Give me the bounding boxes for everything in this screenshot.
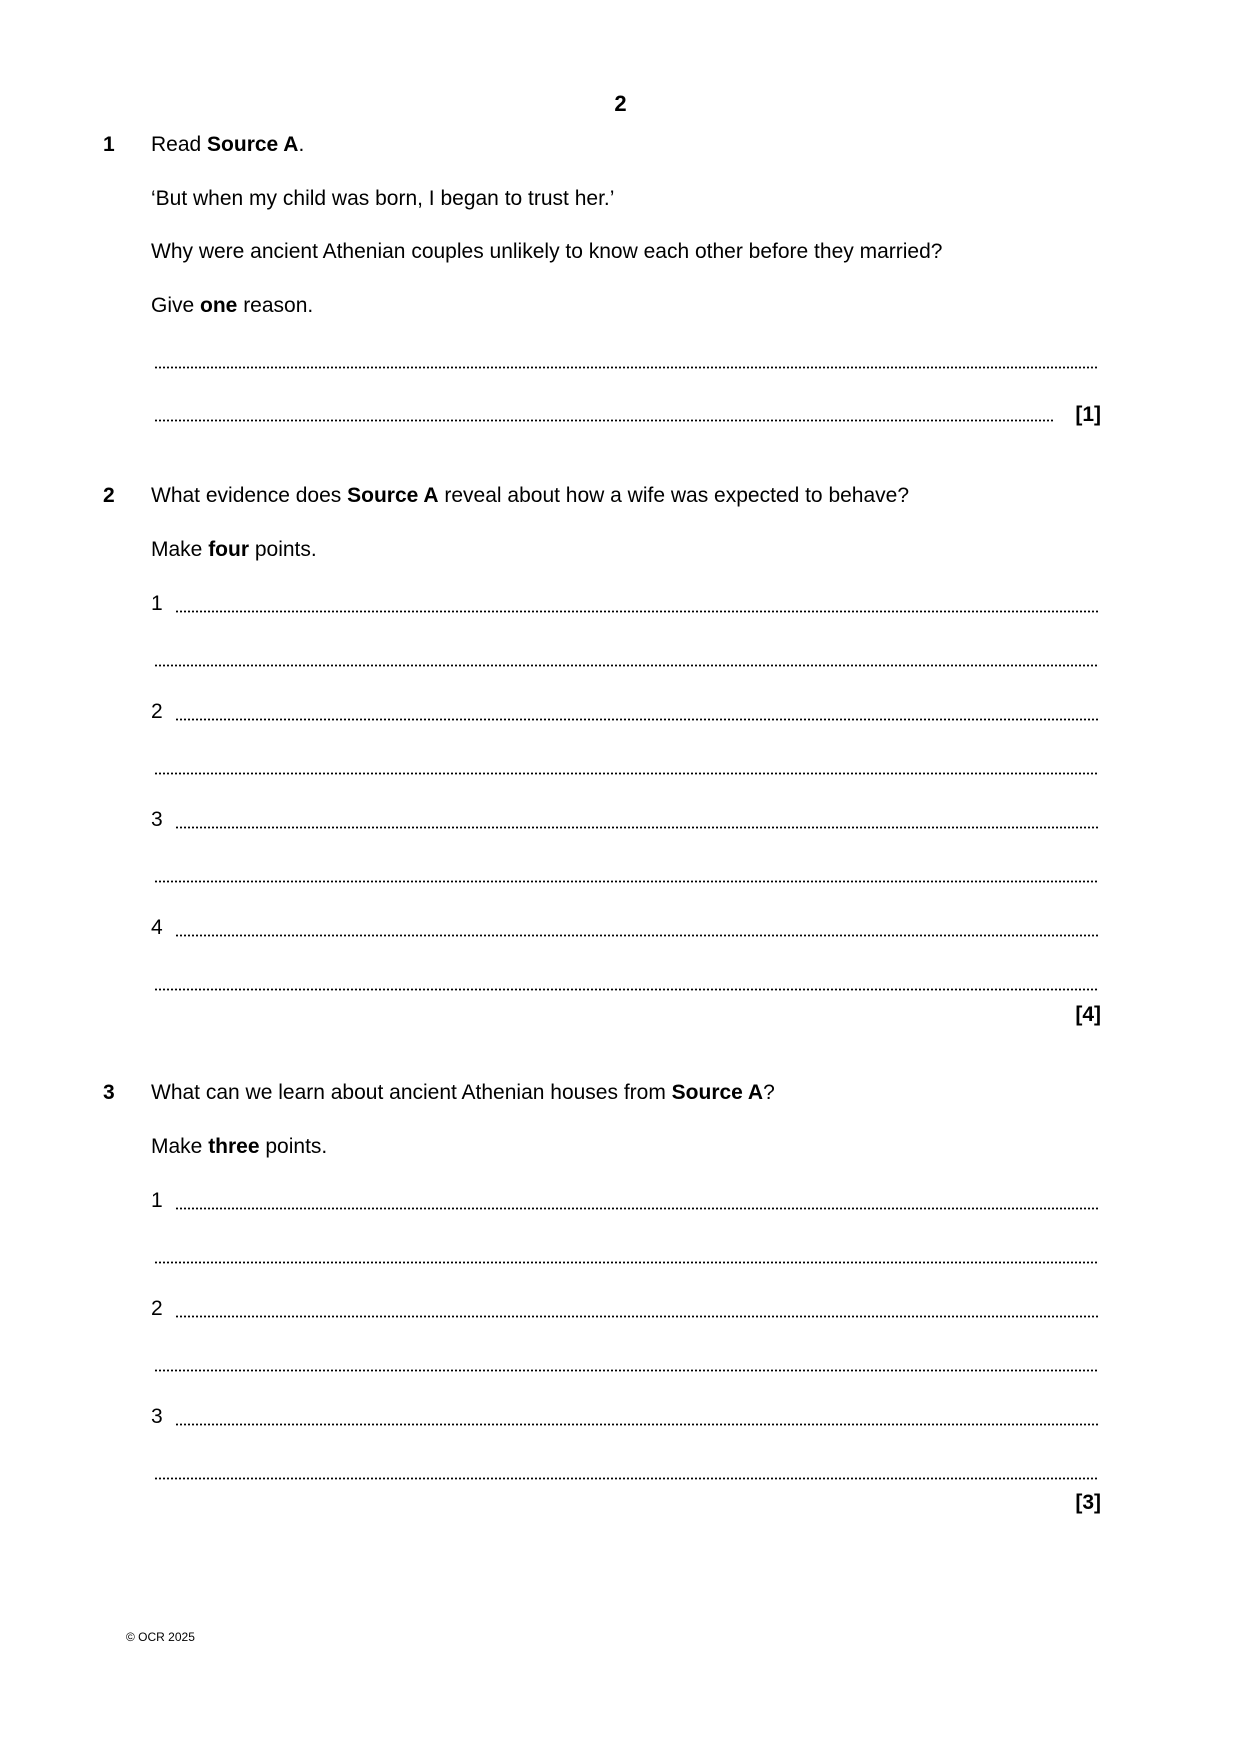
answer-item-number: 3 [151,1405,163,1428]
answer-line[interactable] [154,366,1098,369]
answer-line[interactable] [175,934,1098,937]
answer-line[interactable] [175,1423,1098,1426]
answer-line[interactable] [154,419,1055,422]
answer-line[interactable] [154,880,1098,883]
q2-instr-bold: four [208,538,250,561]
q3-instr-bold: three [208,1135,260,1158]
q2-instr-post: points. [249,538,317,561]
answer-line[interactable] [154,988,1098,991]
answer-line[interactable] [175,1315,1098,1318]
answer-line[interactable] [175,826,1098,829]
q1-instr-bold: one [200,294,238,317]
q3-question-bold: Source A [671,1081,764,1104]
q3-question-post: ? [763,1081,775,1104]
q3-instr-post: points. [259,1135,328,1158]
question-1-prompt [151,132,304,158]
question-1-instruction [151,293,313,319]
answer-item-number: 3 [151,808,163,831]
question-1-text: Why were ancient Athenian couples unlikely to know each other before they married? [151,240,943,263]
question-3-number: 3 [103,1081,115,1104]
question-3-marks: [3] [1075,1491,1101,1514]
copyright-footer: © OCR 2025 [126,1630,195,1644]
answer-line[interactable] [175,1207,1098,1210]
q2-question-post: reveal about how a wife was expected to behave? [438,484,910,507]
q3-instr-pre: Make [151,1135,209,1158]
answer-line[interactable] [154,1261,1098,1264]
question-3-text [151,1080,775,1106]
answer-line[interactable] [175,610,1098,613]
answer-item-number: 1 [151,1189,163,1212]
q3-question-pre: What can we learn about ancient Athenian houses from [151,1081,672,1104]
question-2-marks: [4] [1075,1003,1101,1026]
answer-item-number: 2 [151,700,163,723]
answer-line[interactable] [154,1369,1098,1372]
page-number: 2 [614,91,627,116]
question-2-text [151,483,909,509]
answer-item-number: 4 [151,916,163,939]
q2-question-pre: What evidence does [151,484,348,507]
answer-item-number: 2 [151,1297,163,1320]
question-2-number: 2 [103,484,115,507]
q1-instr-pre: Give [151,294,201,317]
question-3-instruction [151,1134,327,1160]
answer-line[interactable] [154,664,1098,667]
question-1-marks: [1] [1075,403,1101,426]
answer-line[interactable] [175,718,1098,721]
q1-prompt-bold: Source A [207,133,299,156]
q2-instr-pre: Make [151,538,209,561]
answer-line[interactable] [154,1477,1098,1480]
question-1-quote: ‘But when my child was born, I began to trust her.’ [151,187,615,210]
q2-question-bold: Source A [347,484,439,507]
question-2-instruction [151,537,317,563]
q1-prompt-pre: Read [151,133,208,156]
question-1-number: 1 [103,133,115,156]
answer-line[interactable] [154,772,1098,775]
answer-item-number: 1 [151,592,163,615]
q1-prompt-post: . [298,133,305,156]
q1-instr-post: reason. [237,294,314,317]
